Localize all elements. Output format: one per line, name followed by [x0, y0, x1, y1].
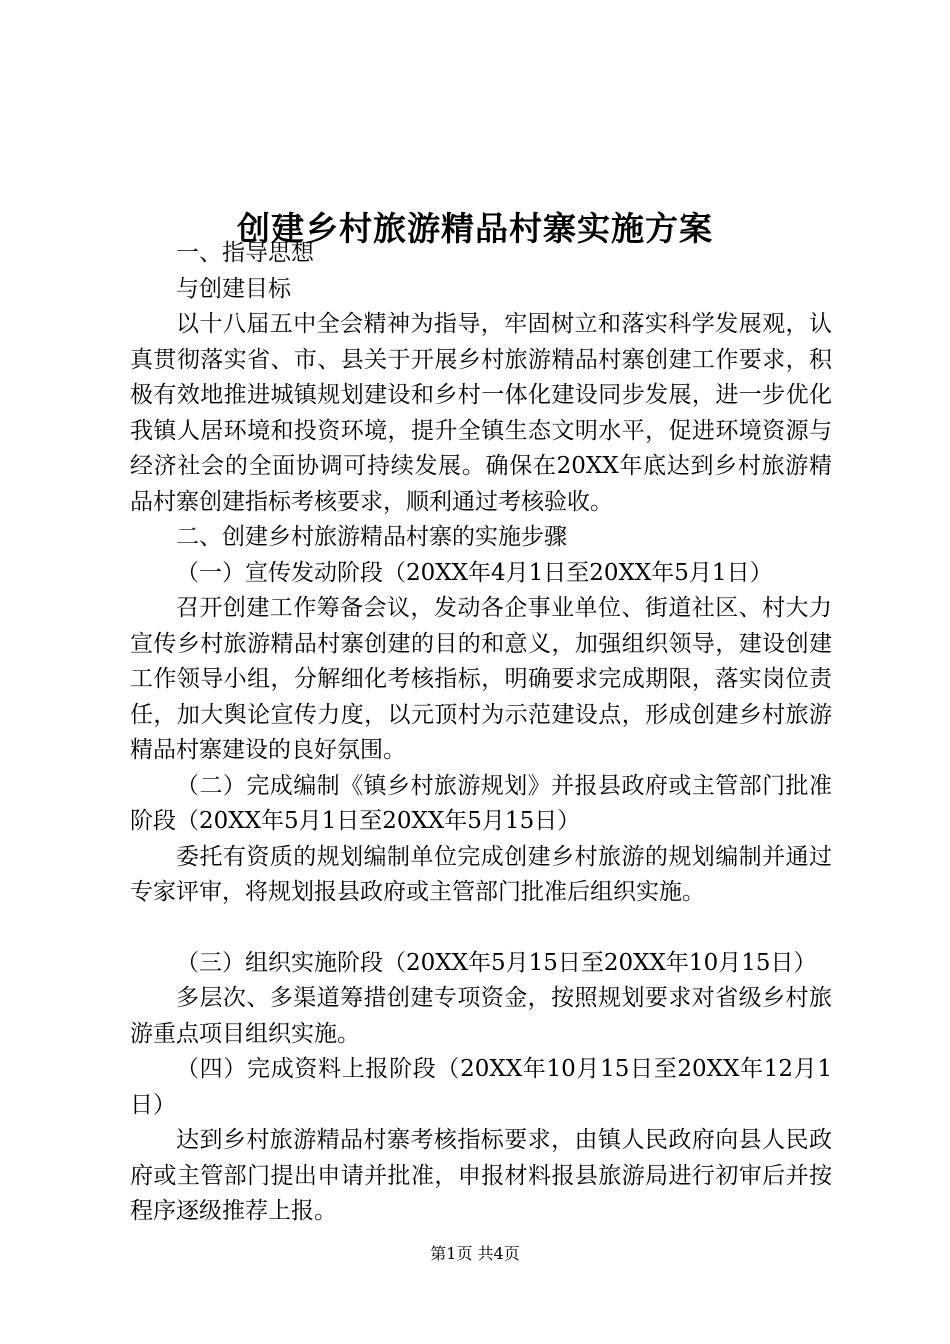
- paragraph-step-4: 达到乡村旅游精品村寨考核指标要求，由镇人民政府向县人民政府或主管部门提出申请并批准，申报材料报县旅游局进行初审后并按程序逐级推荐上报。: [130, 1127, 832, 1224]
- section-heading-1-continued: 与创建目标: [176, 275, 291, 302]
- section-heading-1: 一、指导思想: [176, 240, 314, 266]
- paragraph-step-2: 委托有资质的规划编制单位完成创建乡村旅游的规划编制并通过专家评审，将规划报县政府或主管部门批准后组织实施。: [130, 843, 832, 905]
- step-heading-4: （四）完成资料上报阶段（20XX年10月15日至20XX年12月1日）: [130, 1056, 832, 1118]
- document-title: 创建乡村旅游精品村寨实施方案: [237, 209, 713, 249]
- page-footer: 第1页 共4页: [430, 1244, 520, 1263]
- step-heading-1: （一）宣传发动阶段（20XX年4月1日至20XX年5月1日）: [176, 559, 773, 586]
- paragraph-guiding-ideology: 以十八届五中全会精神为指导，牢固树立和落实科学发展观，认真贯彻落实省、市、县关于开展乡村旅游精品村寨创建工作要求，积极有效地推进城镇规划建设和乡村一体化建设同步发展，进一步优化我镇人居环境和投资环境，提升全镇生态文明水平，促进环境资源与经济社会的全面协调可持续发展。确保在20XX年底达到乡村旅游精品村寨创建指标考核要求，顺利通过考核验收。: [130, 311, 832, 515]
- section-heading-2: 二、创建乡村旅游精品村寨的实施步骤: [176, 524, 567, 550]
- document-body: [130, 236, 832, 1230]
- paragraph-step-3: 多层次、多渠道筹措创建专项资金，按照规划要求对省级乡村旅游重点项目组织实施。: [130, 985, 832, 1047]
- step-heading-3: （三）组织实施阶段（20XX年5月15日至20XX年10月15日）: [176, 949, 817, 976]
- step-heading-2: （二）完成编制《镇乡村旅游规划》并报县政府或主管部门批准阶段（20XX年5月1日至20XX年5月15日）: [130, 772, 832, 834]
- paragraph-step-1: 召开创建工作筹备会议，发动各企事业单位、街道社区、村大力宣传乡村旅游精品村寨创建的目的和意义，加强组织领导，建设创建工作领导小组，分解细化考核指标，明确要求完成期限，落实岗位责任，加大舆论宣传力度，以元顶村为示范建设点，形成创建乡村旅游精品村寨建设的良好氛围。: [130, 595, 832, 763]
